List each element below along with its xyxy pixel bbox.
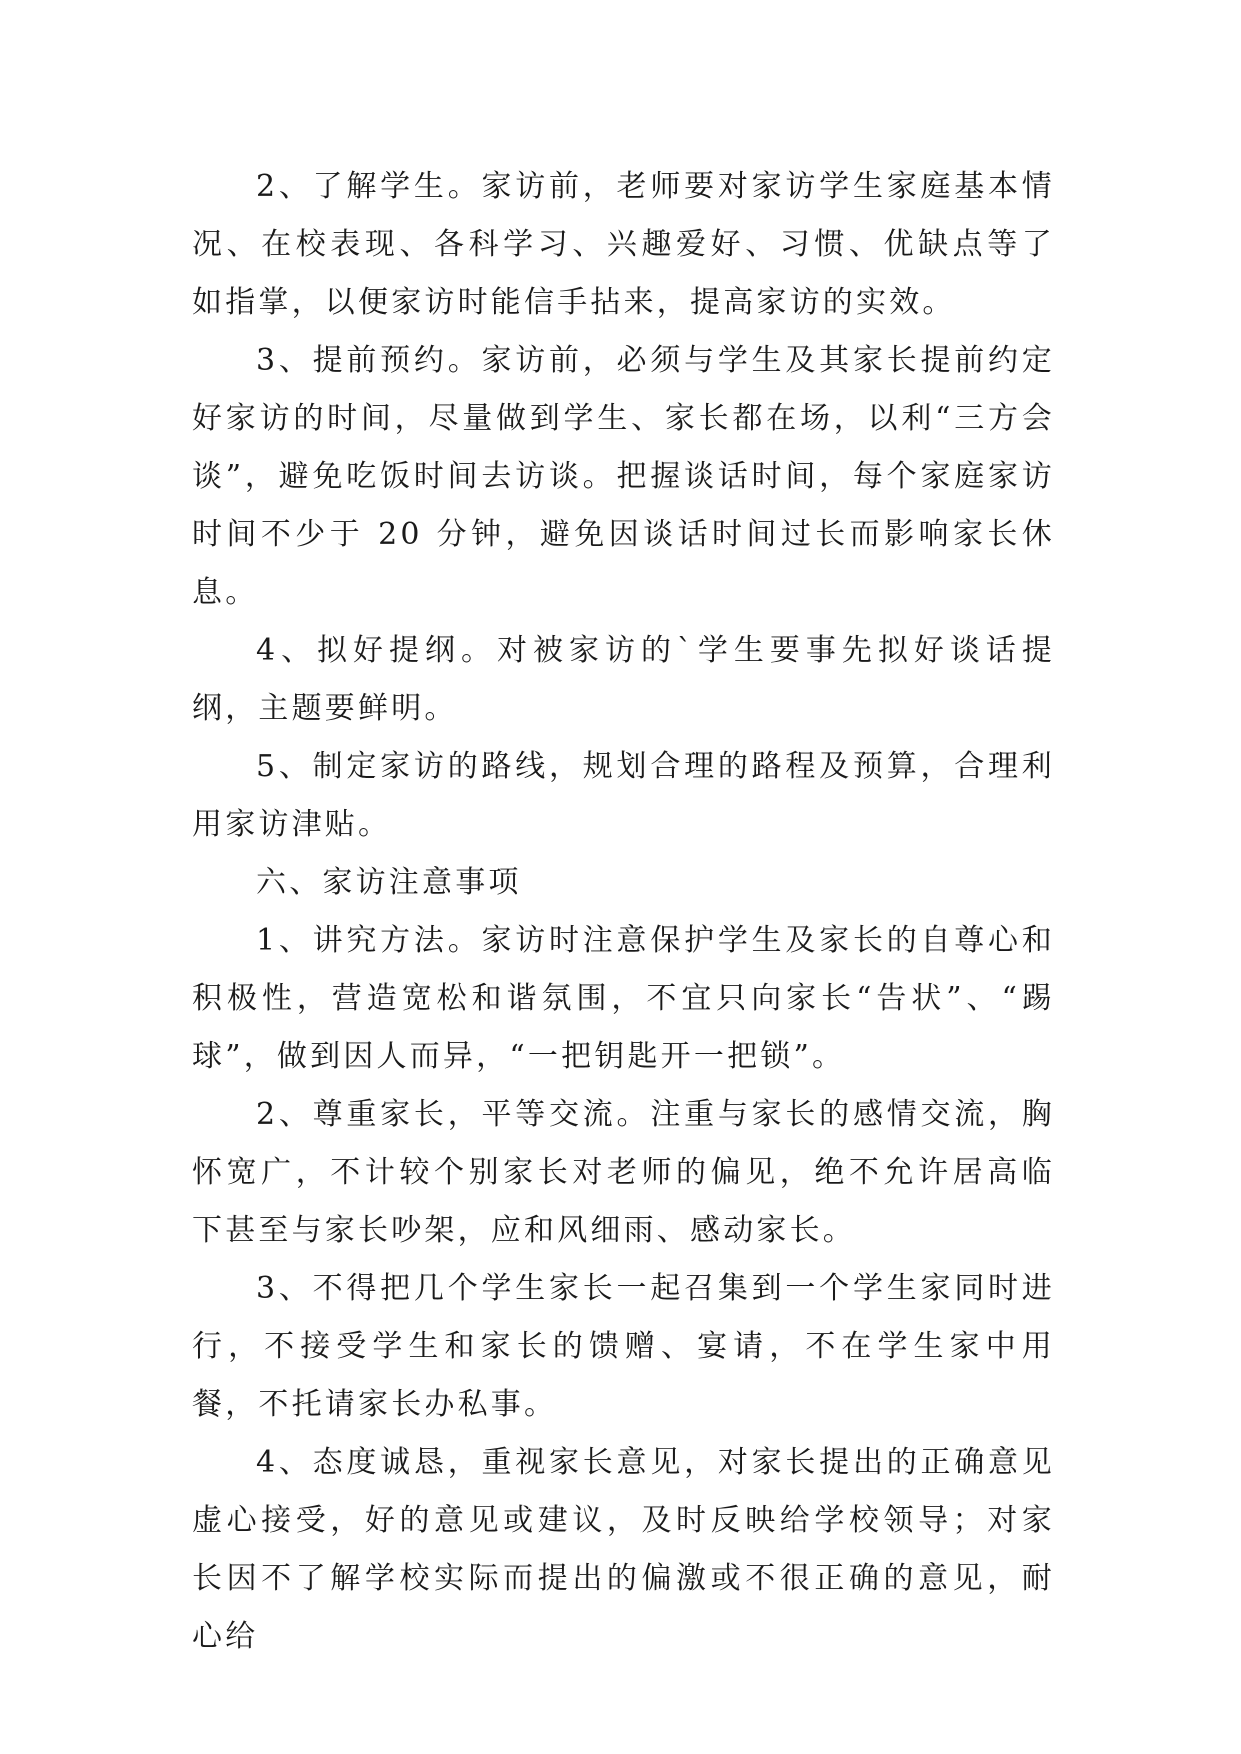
paragraph-sincere-attitude: 4、态度诚恳，重视家长意见，对家长提出的正确意见虚心接受，好的意见或建议，及时反映给学校领导；对家长因不了解学校实际而提出的偏激或不很正确的意见，耐心给: [192, 1445, 1055, 1654]
paragraph-know-students: 2、了解学生。家访前，老师要对家访学生家庭基本情况、在校表现、各科学习、兴趣爱好、习惯、优缺点等了如指掌，以便家访时能信手拈来，提高家访的实效。: [192, 169, 1055, 320]
section-heading-notes: 六、家访注意事项: [256, 865, 522, 900]
paragraph-route-plan: 5、制定家访的路线，规划合理的路程及预算，合理利用家访津贴。: [192, 749, 1055, 842]
paragraph-outline: 4、拟好提纲。对被家访的`学生要事先拟好谈话提纲，主题要鲜明。: [192, 633, 1055, 726]
paragraph-methods: 1、讲究方法。家访时注意保护学生及家长的自尊心和积极性，营造宽松和谐氛围，不宜只向家长“告状”、“踢球”，做到因人而异，“一把钥匙开一把锁”。: [192, 923, 1055, 1074]
paragraph-advance-appointment: 3、提前预约。家访前，必须与学生及其家长提前约定好家访的时间，尽量做到学生、家长都在场，以利“三方会谈”，避免吃饭时间去访谈。把握谈话时间，每个家庭家访时间不少于 20 分钟，避免因谈话时间过长而影响家长休息。: [192, 343, 1055, 610]
paragraph-respect-parents: 2、尊重家长，平等交流。注重与家长的感情交流，胸怀宽广，不计较个别家长对老师的偏见，绝不允许居高临下甚至与家长吵架，应和风细雨、感动家长。: [192, 1097, 1055, 1248]
document-body: [192, 158, 1055, 1666]
paragraph-no-gathering: 3、不得把几个学生家长一起召集到一个学生家同时进行，不接受学生和家长的馈赠、宴请，不在学生家中用餐，不托请家长办私事。: [192, 1271, 1055, 1422]
